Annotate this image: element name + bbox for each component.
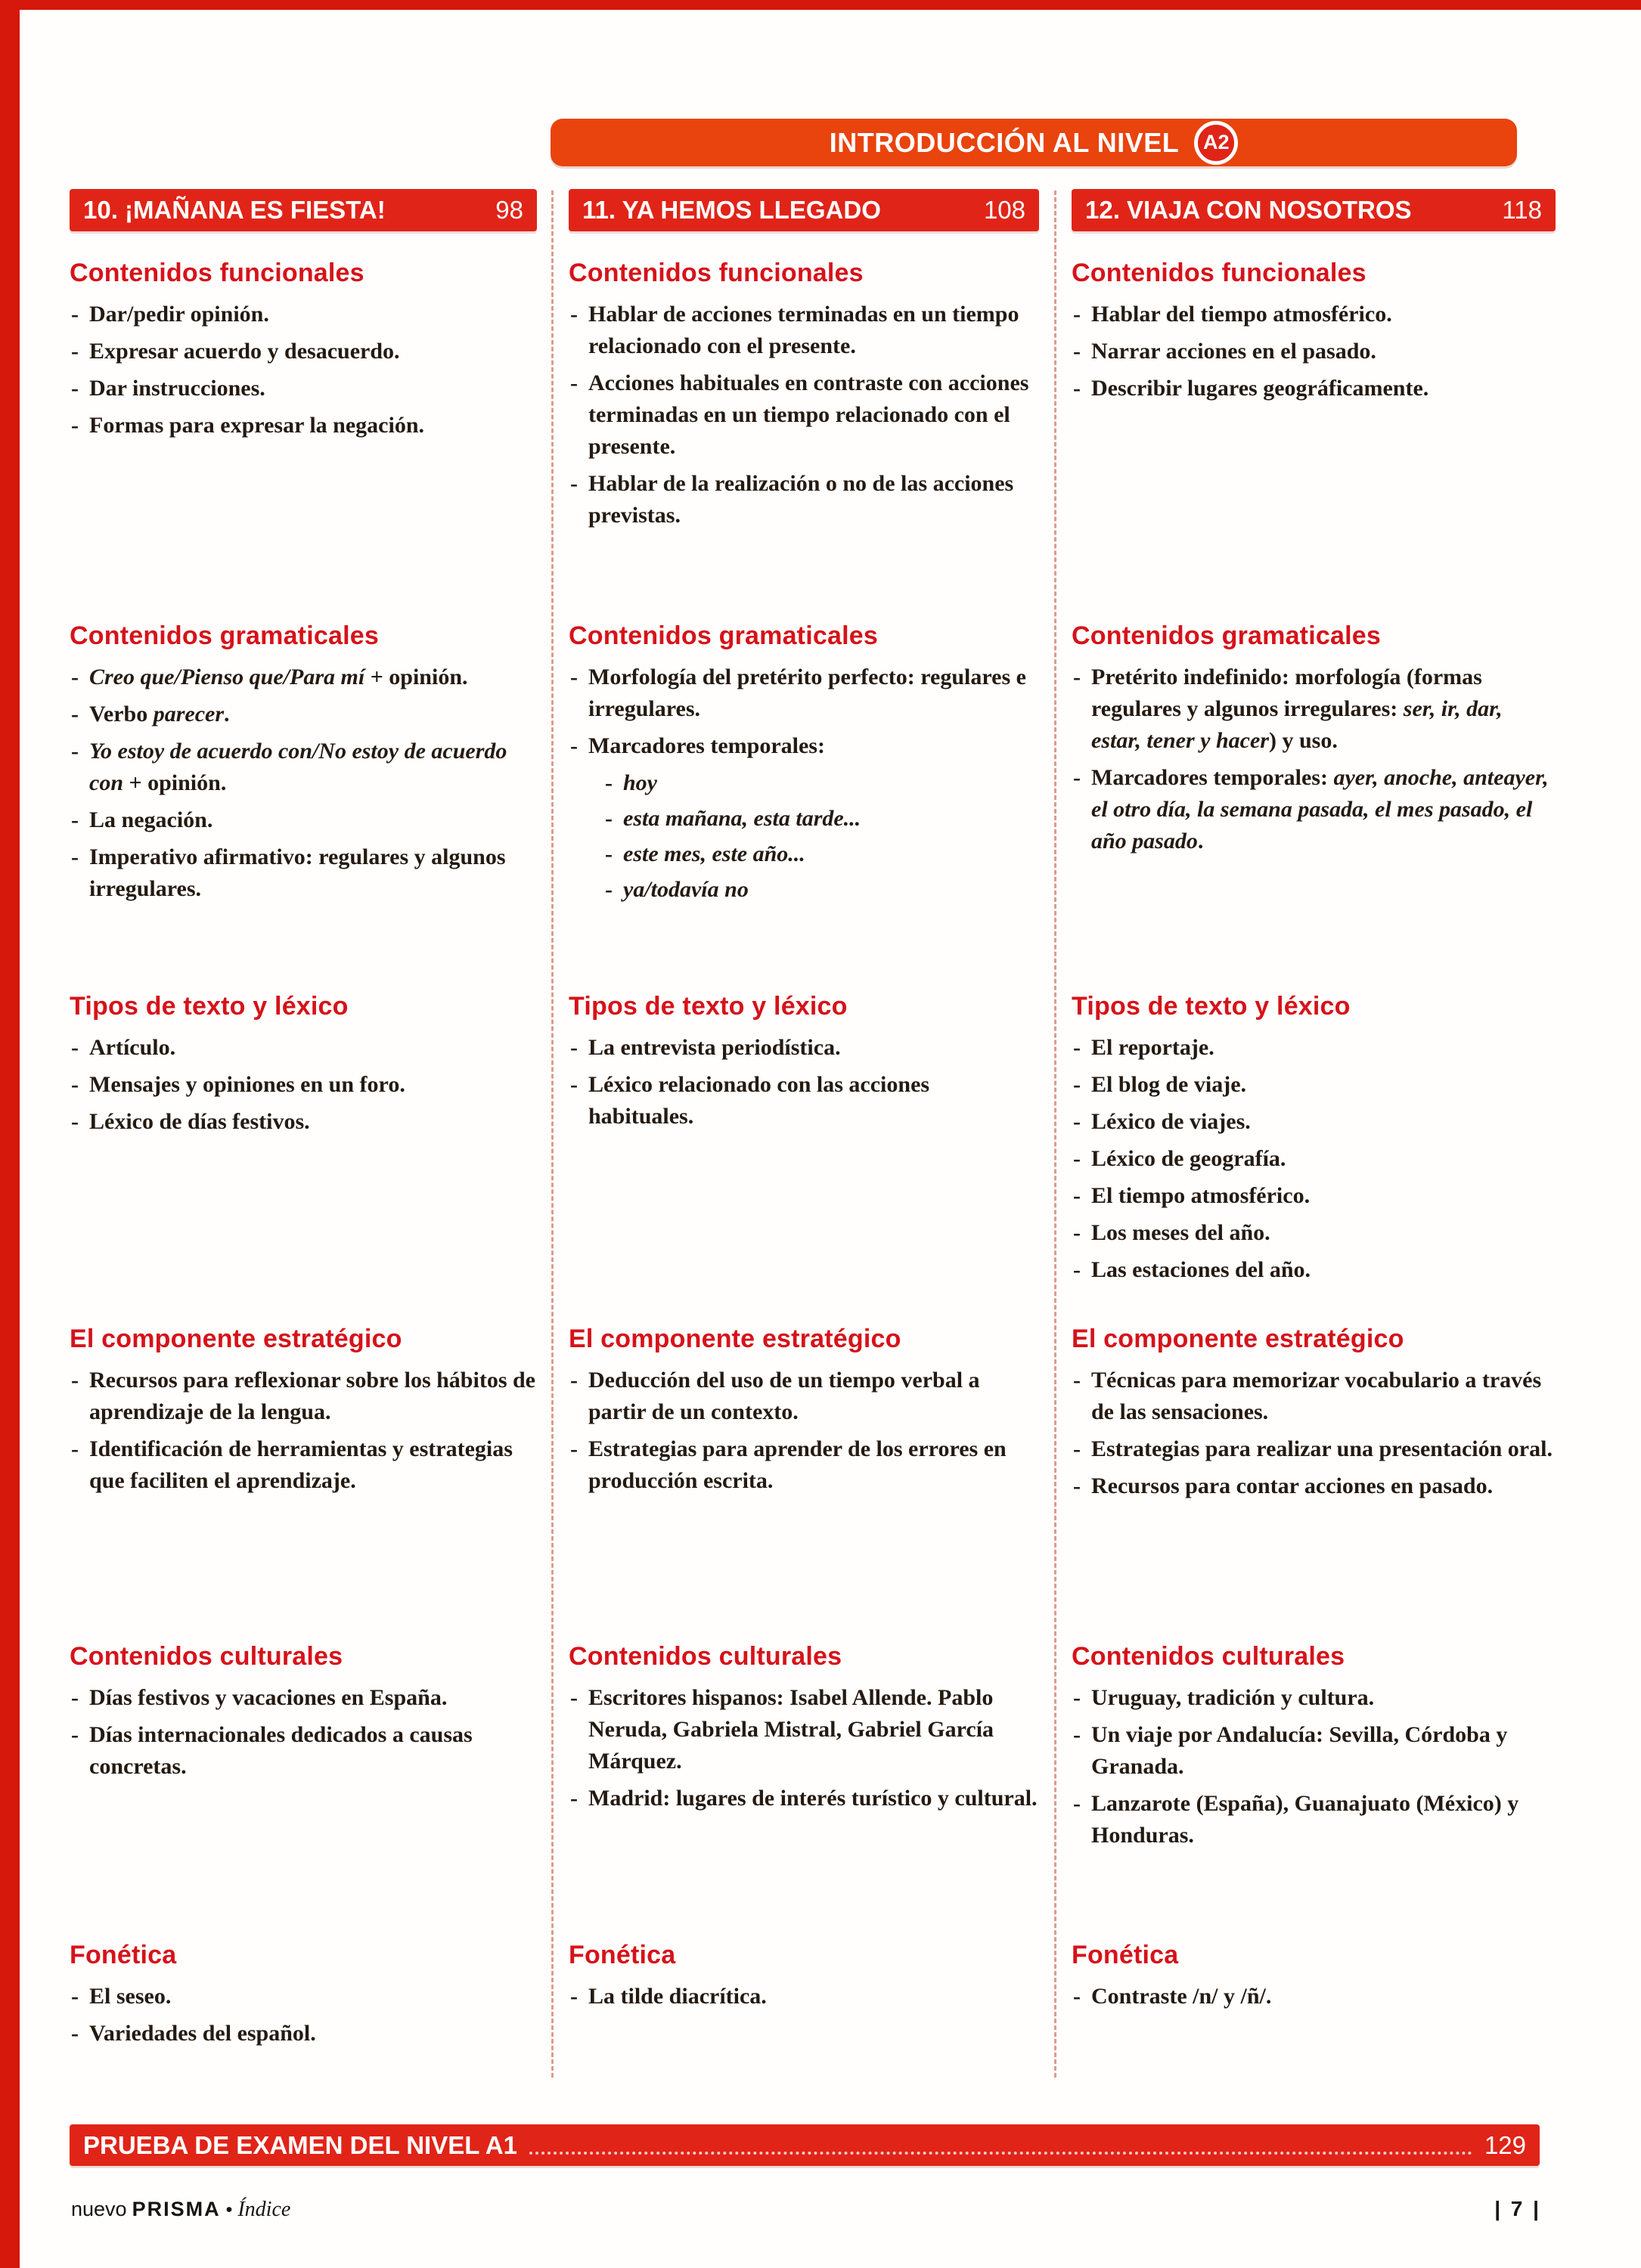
content-item: - Días internacionales dedicados a causas concretas. [70,1719,537,1783]
content-item: - Artículo. [70,1032,537,1064]
content-item: - Recursos para reflexionar sobre los hábitos de aprendizaje de la lengua. [70,1365,537,1428]
section-items [70,1682,537,1783]
section-tipos [1072,992,1556,1291]
content-item: - Deducción del uso de un tiempo verbal a partir de un contexto. [569,1365,1039,1428]
exam-row-page-number: 129 [1484,2130,1526,2159]
content-item: - Yo estoy de acuerdo con/No estoy de acuerdo con + opinión. [70,736,537,799]
column-divider-2 [1054,191,1056,2077]
section-items [569,299,1039,531]
unit-page-number: 118 [1502,196,1542,224]
content-item: - Contraste /n/ y /ñ/. [1072,1981,1556,2012]
unit-column-1 [70,189,537,2124]
level-intro-banner [551,119,1517,166]
content-item: - Días festivos y vacaciones en España. [70,1682,537,1714]
content-item: - Los meses del año. [1072,1217,1556,1249]
content-item: - Dar/pedir opinión. [70,299,537,330]
section-funcionales [1072,259,1556,410]
section-culturales [1072,1642,1556,1857]
content-item: - Expresar acuerdo y desacuerdo. [70,336,537,367]
section-tipos [569,992,1039,1138]
level-badge [1194,121,1238,165]
content-item: - La entrevista periodística. [569,1032,1039,1064]
footer-brand [71,2198,296,2222]
content-item: - Describir lugares geográficamente. [1072,373,1556,404]
unit-page-number: 108 [983,196,1025,224]
content-item: - Hablar del tiempo atmosférico. [1072,299,1556,330]
content-item: - Léxico de días festivos. [70,1106,537,1138]
content-item: - El seseo. [70,1981,537,2012]
content-item: - Léxico de viajes. [1072,1106,1556,1138]
banner-title: INTRODUCCIÓN AL NIVEL [829,126,1180,158]
section-funcionales [569,259,1039,537]
content-item: - Variedades del español. [70,2018,537,2050]
section-items [1072,1981,1556,2012]
section-title: Fonética [70,1941,177,1969]
section-fonetica [1072,1941,1556,2018]
unit-title: 11. YA HEMOS LLEGADO [582,196,881,224]
content-item: - Mensajes y opiniones en un foro. [70,1069,537,1101]
section-title: Contenidos funcionales [70,259,364,287]
section-title: Contenidos culturales [70,1642,343,1671]
footer-section-label: Índice [237,2198,291,2221]
footer-page-number: | 7 | [1494,2197,1541,2220]
content-item: - Uruguay, tradición y cultura. [1072,1682,1556,1714]
section-title: Contenidos gramaticales [569,621,878,650]
content-item: - ya/todavía no [603,874,1039,906]
content-item: - Recursos para contar acciones en pasado. [1072,1470,1556,1502]
brand-name: PRISMA [132,2198,221,2220]
section-items [70,1032,537,1138]
section-items [569,662,1039,906]
section-title: El componente estratégico [1072,1325,1404,1353]
section-title: Contenidos funcionales [569,259,864,287]
content-item: - Estrategias para realizar una presentación oral. [1072,1433,1556,1465]
content-item: - Léxico de geografía. [1072,1143,1556,1175]
section-items [569,1365,1039,1497]
content-item: - Un viaje por Andalucía: Sevilla, Córdoba y Granada. [1072,1719,1556,1783]
section-items [1072,299,1556,404]
content-item: - Creo que/Pienso que/Para mí + opinión. [70,662,537,693]
content-item: - La tilde diacrítica. [569,1981,1039,2012]
section-title: Tipos de texto y léxico [569,992,848,1021]
unit-title: 10. ¡MAÑANA ES FIESTA! [83,196,386,224]
section-title: Contenidos gramaticales [1072,621,1381,650]
section-title: Contenidos culturales [1072,1642,1345,1671]
section-items [70,1981,537,2050]
section-estrategico [1072,1325,1556,1507]
section-items [70,662,537,905]
exam-row-label: PRUEBA DE EXAMEN DEL NIVEL A1 [83,2130,517,2159]
section-items [1072,1682,1556,1851]
section-title: El componente estratégico [569,1325,901,1353]
unit-header [70,189,537,231]
content-item: - Estrategias para aprender de los errores en producción escrita. [569,1433,1039,1497]
unit-title: 12. VIAJA CON NOSOTROS [1085,196,1412,224]
section-gramaticales [569,621,1039,909]
section-items [1072,1032,1556,1286]
left-red-border [0,0,20,2268]
section-title: Contenidos gramaticales [70,621,379,650]
section-culturales [70,1642,537,1788]
top-red-border [0,0,1641,10]
section-estrategico [569,1325,1039,1502]
column-divider-1 [551,191,554,2077]
page-footer [71,2197,1541,2222]
content-item: - esta mañana, esta tarde... [603,803,1039,835]
content-item: - este mes, este año... [603,838,1039,870]
section-fonetica [569,1941,1039,2018]
content-item: - El blog de viaje. [1072,1069,1556,1101]
section-items [1072,662,1556,857]
content-item: - Escritores hispanos: Isabel Allende. Pablo Neruda, Gabriela Mistral, Gabriel García Márquez. [569,1682,1039,1777]
content-item: - Morfología del pretérito perfecto: regulares e irregulares. [569,662,1039,725]
content-item: - Identificación de herramientas y estrategias que faciliten el aprendizaje. [70,1433,537,1497]
section-funcionales [70,259,537,447]
section-items [70,299,537,442]
section-fonetica [70,1941,537,2055]
unit-column-2 [569,189,1039,2124]
content-item: - Lanzarote (España), Guanajuato (México) y Honduras. [1072,1788,1556,1851]
section-gramaticales [1072,621,1556,863]
section-items [70,1365,537,1497]
section-items [569,1981,1039,2012]
content-item: - Narrar acciones en el pasado. [1072,336,1556,367]
content-item: - Técnicas para memorizar vocabulario a través de las sensaciones. [1072,1365,1556,1428]
content-item: - Pretérito indefinido: morfología (formas regulares y algunos irregulares: ser, ir, dar, estar, tener y hacer) y uso. [1072,662,1556,757]
brand-prefix: nuevo [71,2198,127,2220]
content-item: - Verbo parecer. [70,699,537,730]
section-title: Fonética [569,1941,676,1969]
section-items [569,1682,1039,1814]
section-culturales [569,1642,1039,1820]
content-item: - Marcadores temporales: [569,730,1039,762]
unit-column-3 [1072,189,1556,2124]
content-item: - Léxico relacionado con las acciones habituales. [569,1069,1039,1132]
content-item: - Imperativo afirmativo: regulares y algunos irregulares. [70,841,537,905]
content-item: - Madrid: lugares de interés turístico y cultural. [569,1783,1039,1814]
unit-page-number: 98 [495,196,523,224]
unit-header [1072,189,1556,231]
content-item: - Hablar de acciones terminadas en un tiempo relacionado con el presente. [569,299,1039,362]
content-item: - Acciones habituales en contraste con acciones terminadas en un tiempo relacionado con el presente. [569,367,1039,463]
section-title: Contenidos culturales [569,1642,842,1671]
section-estrategico [70,1325,537,1502]
section-title: El componente estratégico [70,1325,402,1353]
section-title: Tipos de texto y léxico [1072,992,1351,1021]
content-item: - hoy [603,767,1039,799]
content-item: - El tiempo atmosférico. [1072,1180,1556,1212]
section-tipos [70,992,537,1143]
dotted-leader [529,2152,1472,2155]
section-items [569,1032,1039,1132]
content-item: - Hablar de la realización o no de las acciones previstas. [569,468,1039,531]
section-title: Contenidos funcionales [1072,259,1366,287]
exam-row [70,2124,1540,2166]
footer-separator-dot: • [225,2199,233,2220]
unit-header [569,189,1039,231]
content-item: - Las estaciones del año. [1072,1254,1556,1286]
content-item: - El reportaje. [1072,1032,1556,1064]
content-item: - Dar instrucciones. [70,373,537,404]
level-badge-label: A2 [1202,131,1230,153]
section-gramaticales [70,621,537,910]
section-title: Fonética [1072,1941,1179,1969]
content-item: - Formas para expresar la negación. [70,410,537,442]
content-item: - La negación. [70,804,537,836]
section-items [1072,1365,1556,1502]
content-item: - Marcadores temporales: ayer, anoche, anteayer, el otro día, la semana pasada, el mes pasado, el año pasado. [1072,762,1556,857]
section-title: Tipos de texto y léxico [70,992,349,1021]
